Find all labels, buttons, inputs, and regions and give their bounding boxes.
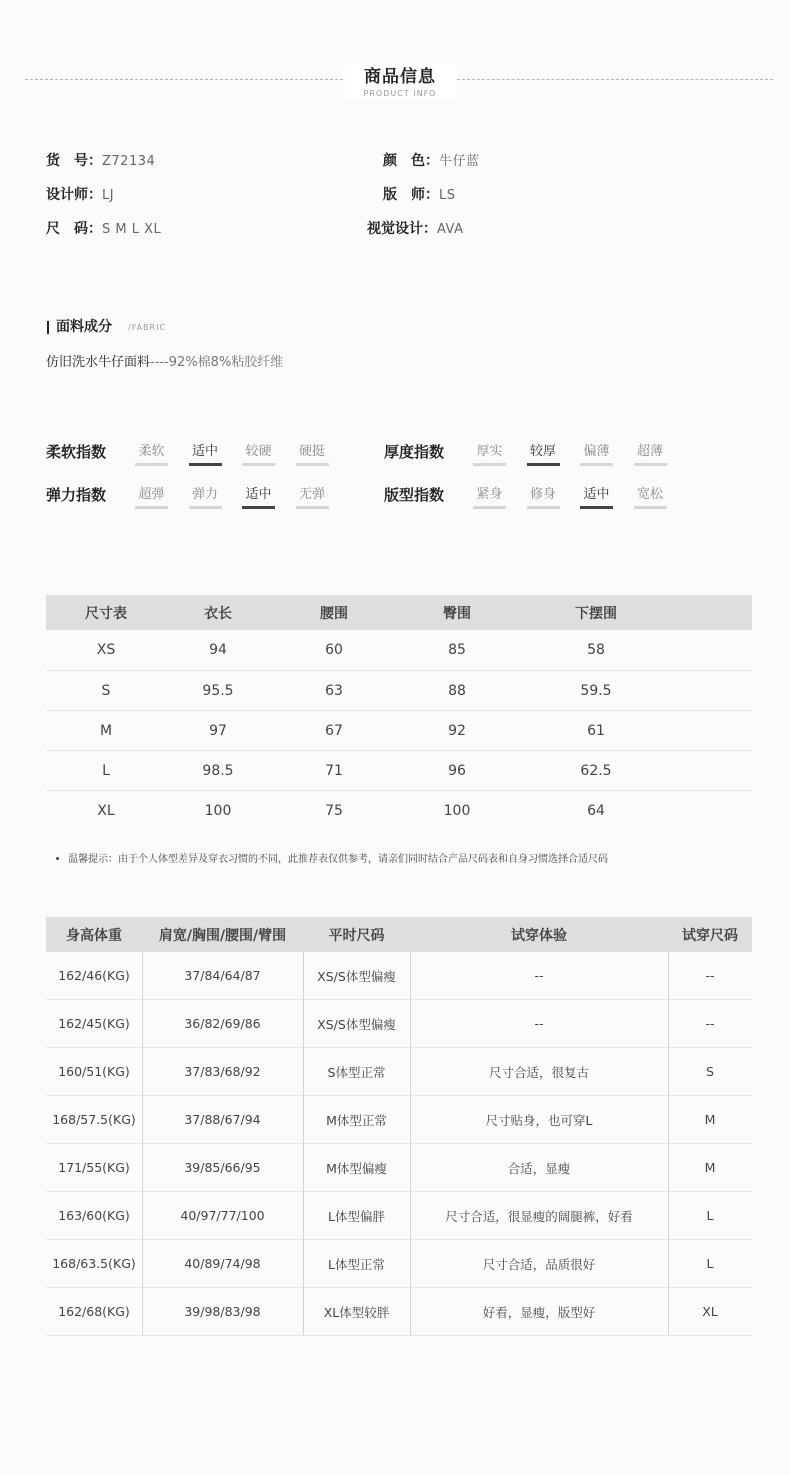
table-cell: 64 bbox=[587, 802, 605, 819]
table-cell: 尺寸贴身，也可穿L bbox=[485, 1112, 593, 1128]
info-value: Z72134 bbox=[102, 154, 156, 169]
fabric-title-bar bbox=[47, 321, 49, 334]
thickness-index-option: 超薄 bbox=[634, 443, 667, 466]
table-cell: 61 bbox=[587, 722, 605, 739]
table-cell: 162/68(KG) bbox=[58, 1304, 130, 1319]
column-divider bbox=[668, 952, 669, 1335]
table-cell: 67 bbox=[325, 722, 343, 739]
table-cell: 75 bbox=[325, 802, 343, 819]
tryon-table-header bbox=[46, 917, 752, 952]
table-cell: 92 bbox=[448, 722, 466, 739]
table-row bbox=[46, 670, 752, 710]
info-value: LS bbox=[439, 188, 456, 203]
table-cell: 168/63.5(KG) bbox=[52, 1256, 136, 1271]
table-row bbox=[46, 710, 752, 750]
fabric-name: 仿旧洗水牛仔面料 bbox=[46, 355, 151, 370]
table-cell: S bbox=[706, 1064, 714, 1079]
table-cell: M bbox=[704, 1112, 716, 1127]
info-label: 设计师： bbox=[46, 187, 102, 203]
table-cell: 58 bbox=[587, 642, 605, 658]
fit-index-option-selected: 适中 bbox=[580, 486, 613, 509]
size-chart-header-cell: 尺寸表 bbox=[85, 605, 127, 622]
table-cell: -- bbox=[534, 1016, 544, 1031]
softness-index-option: 较硬 bbox=[242, 443, 275, 466]
fit-index-option: 紧身 bbox=[473, 486, 506, 509]
table-cell: 88 bbox=[448, 682, 466, 699]
fit-index-option: 修身 bbox=[527, 486, 560, 509]
table-cell: 98.5 bbox=[202, 762, 234, 779]
tryon-header-cell: 试穿体验 bbox=[511, 927, 567, 944]
table-cell: 60 bbox=[325, 642, 343, 658]
tryon-header-cell: 身高体重 bbox=[66, 927, 122, 944]
table-cell: -- bbox=[705, 968, 715, 983]
table-cell: XL bbox=[702, 1304, 718, 1319]
info-label: 颜 色： bbox=[383, 153, 439, 169]
fabric-title: 面料成分 bbox=[56, 319, 112, 335]
table-cell: L体型偏胖 bbox=[328, 1208, 385, 1224]
table-row bbox=[46, 1192, 752, 1240]
size-chart-header-cell: 腰围 bbox=[320, 605, 348, 622]
info-color bbox=[383, 151, 480, 171]
table-cell: 37/83/68/92 bbox=[184, 1064, 261, 1079]
table-row bbox=[46, 790, 752, 830]
column-divider bbox=[142, 952, 143, 1335]
info-designer bbox=[46, 185, 114, 205]
info-label: 视觉设计： bbox=[367, 221, 437, 237]
table-cell: XS/S体型偏瘦 bbox=[317, 968, 396, 984]
table-row bbox=[46, 1048, 752, 1096]
header-divider-left bbox=[25, 79, 343, 80]
table-cell: 100 bbox=[443, 802, 471, 819]
info-item-no bbox=[46, 151, 155, 171]
elasticity-index-option: 弹力 bbox=[189, 486, 222, 509]
table-cell: 好看，显瘦，版型好 bbox=[482, 1304, 596, 1320]
info-value: 牛仔蓝 bbox=[439, 154, 480, 169]
tryon-header-cell: 试穿尺码 bbox=[682, 927, 738, 944]
table-cell: 62.5 bbox=[580, 762, 612, 779]
size-chart-header-cell: 下摆围 bbox=[575, 605, 617, 622]
thickness-index-option: 厚实 bbox=[473, 443, 506, 466]
elasticity-index-label: 弹力指数 bbox=[46, 486, 107, 504]
info-label: 尺 码： bbox=[46, 221, 102, 237]
info-visual-design bbox=[367, 219, 464, 239]
table-cell: 97 bbox=[209, 722, 227, 739]
table-cell: M体型偏瘦 bbox=[326, 1160, 387, 1176]
section-header bbox=[343, 63, 457, 99]
table-cell: 40/89/74/98 bbox=[184, 1256, 261, 1271]
elasticity-index-option: 无弹 bbox=[296, 486, 329, 509]
info-value: S M L XL bbox=[102, 222, 162, 237]
table-cell: 94 bbox=[209, 642, 227, 658]
table-cell: 尺寸合适，很复古 bbox=[488, 1064, 589, 1080]
table-cell: 40/97/77/100 bbox=[180, 1208, 265, 1223]
section-title: 商品信息 bbox=[364, 67, 436, 87]
fabric-subtitle: /FABRIC bbox=[128, 323, 167, 332]
table-cell: XS bbox=[96, 642, 116, 658]
column-divider bbox=[303, 952, 304, 1335]
table-cell: 85 bbox=[448, 642, 466, 658]
softness-index-option-selected: 适中 bbox=[189, 443, 222, 466]
table-cell: 96 bbox=[448, 762, 466, 779]
table-cell: XL bbox=[97, 802, 115, 819]
table-cell: 95.5 bbox=[202, 682, 234, 699]
table-cell: -- bbox=[534, 968, 544, 983]
table-row bbox=[46, 952, 752, 1000]
thickness-index-option: 偏薄 bbox=[580, 443, 613, 466]
fit-index-option: 宽松 bbox=[634, 486, 667, 509]
table-cell: 163/60(KG) bbox=[58, 1208, 130, 1223]
thickness-index-label: 厚度指数 bbox=[384, 443, 445, 461]
table-cell: 37/88/67/94 bbox=[184, 1112, 261, 1127]
table-cell: 162/46(KG) bbox=[58, 968, 130, 983]
table-cell: 168/57.5(KG) bbox=[52, 1112, 136, 1127]
tryon-header-cell: 平时尺码 bbox=[328, 927, 385, 944]
table-row bbox=[46, 630, 752, 670]
fabric-composition bbox=[46, 353, 283, 373]
table-cell: 尺寸合适，品质很好 bbox=[482, 1256, 596, 1272]
header-divider-right bbox=[457, 79, 773, 80]
info-value: AVA bbox=[437, 222, 464, 237]
table-cell: M bbox=[704, 1160, 716, 1175]
table-cell: L bbox=[706, 1256, 714, 1271]
table-cell: 尺寸合适，很显瘦的阔腿裤，好看 bbox=[445, 1208, 633, 1224]
table-cell: 39/98/83/98 bbox=[184, 1304, 261, 1319]
column-divider bbox=[410, 952, 411, 1335]
info-pattern-maker bbox=[383, 185, 456, 205]
table-row bbox=[46, 1240, 752, 1288]
table-cell: L bbox=[706, 1208, 714, 1223]
table-cell: XS/S体型偏瘦 bbox=[317, 1016, 396, 1032]
elasticity-index-option-selected: 适中 bbox=[242, 486, 275, 509]
table-cell: 36/82/69/86 bbox=[184, 1016, 261, 1031]
size-tip bbox=[56, 852, 608, 868]
table-cell: 63 bbox=[325, 682, 343, 699]
thickness-index-option-selected: 较厚 bbox=[527, 443, 560, 466]
size-chart-table bbox=[46, 595, 752, 830]
table-cell: L bbox=[102, 762, 110, 779]
table-row bbox=[46, 1144, 752, 1192]
section-subtitle: PRODUCT INFO bbox=[363, 89, 437, 98]
table-cell: 59.5 bbox=[580, 682, 612, 699]
table-cell: 37/84/64/87 bbox=[184, 968, 261, 983]
softness-index-option: 硬挺 bbox=[296, 443, 329, 466]
table-cell: 160/51(KG) bbox=[58, 1064, 130, 1079]
fit-index-label: 版型指数 bbox=[384, 486, 445, 504]
table-cell: 171/55(KG) bbox=[58, 1160, 130, 1175]
table-cell: S体型正常 bbox=[327, 1064, 386, 1080]
size-chart-header-cell: 衣长 bbox=[204, 605, 232, 622]
table-cell: M bbox=[99, 722, 113, 739]
elasticity-index-option: 超弹 bbox=[135, 486, 168, 509]
table-cell: XL体型较胖 bbox=[323, 1304, 390, 1320]
softness-index-option: 柔软 bbox=[135, 443, 168, 466]
tryon-header-cell: 肩宽/胸围/腰围/臂围 bbox=[158, 927, 287, 944]
fabric-content: ----92%棉8%粘胶纤维 bbox=[150, 355, 284, 370]
info-label: 货 号： bbox=[46, 153, 102, 169]
info-value: LJ bbox=[102, 188, 115, 203]
table-cell: 71 bbox=[325, 762, 343, 779]
bullet-icon bbox=[56, 857, 59, 860]
info-label: 版 师： bbox=[383, 187, 439, 203]
table-cell: -- bbox=[705, 1016, 715, 1031]
table-cell: 100 bbox=[204, 802, 232, 819]
table-cell: 39/85/66/95 bbox=[184, 1160, 261, 1175]
size-chart-header bbox=[46, 595, 752, 630]
table-cell: 合适，显瘦 bbox=[507, 1160, 571, 1176]
table-cell: 162/45(KG) bbox=[58, 1016, 130, 1031]
table-cell: M体型正常 bbox=[326, 1112, 387, 1128]
table-cell: L体型正常 bbox=[328, 1256, 385, 1272]
table-row bbox=[46, 1096, 752, 1144]
size-tip-text: 温馨提示：由于个人体型差异及穿衣习惯的不同，此推荐表仅供参考，请亲们同时结合产品尺码表和自身习惯选择合适尺码 bbox=[68, 854, 608, 865]
table-row bbox=[46, 1000, 752, 1048]
size-chart-header-cell: 臀围 bbox=[443, 605, 471, 622]
tryon-table bbox=[46, 917, 752, 1336]
softness-index-label: 柔软指数 bbox=[46, 443, 107, 461]
info-size bbox=[46, 219, 161, 239]
table-row bbox=[46, 750, 752, 790]
table-cell: S bbox=[101, 682, 111, 699]
table-row bbox=[46, 1288, 752, 1336]
